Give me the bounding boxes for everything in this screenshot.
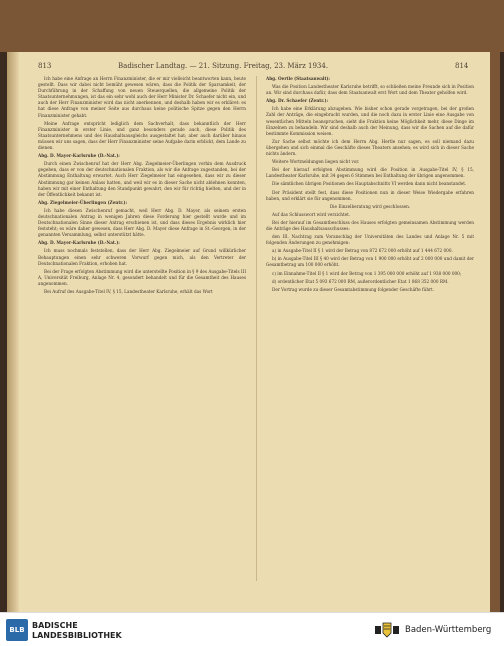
text-paragraph: Die Einzelberatung wird geschlossen. (329, 203, 411, 209)
text-paragraph: a) in Ausgabe-Titel II § 1 wird der Betrag von 872 672 000 erhöht auf 1 444 672 000. (272, 248, 453, 254)
column-divider (256, 76, 257, 581)
text-paragraph: Was die Position Landestheater Karlsruhe betrifft, so schließen meine Freunde sich in Position an. Wir sind durchaus dafür, dass dem Staatsanwalt erst Wort und dem Theater geholfen wird. (266, 84, 474, 96)
speaker-heading: Abg. Oertle (Staatsanwalt): (266, 76, 330, 81)
page-number-left: 813 (38, 62, 52, 70)
text-paragraph: Ich habe eine Anfrage an Herrn Finanzminister, die er mir vielleicht beantworten kann, heute gestellt. Dass wir dabei nicht bemüht gewesen wären, dass die Politik der Sparsamkeit, der Durchführung in der Schaffung von neuen Steuerquellen, die allgemeine Politik der Staatsunternehmungen, ist das ein sehr wohl auch der Herr Minister Dr. Schaefer nicht ein, und auch der Herr Finanzminister wird das nicht anerkennen, und deshalb haben wir es erkläret: es hat diese Anfrage von meiner Seite aus durchaus keine politische Spitze gegen den Herrn Finanzminister gehabt. (38, 76, 246, 118)
text-paragraph: Bei Aufruf des Ausgabe-Titel IV, § 15, Landestheater Karlsruhe, erhält das Wort (44, 289, 213, 294)
viewer-footer (0, 612, 504, 646)
text-paragraph: Ich habe diesen Zwischenruf gemacht, weil Herr Abg. D. Mayer, als seinem ersten deutschnationalen Antrag in wenigen Jahren diese Forderung hier gestellt wurde und im Deutschnationalen Sinne dieser Antrag erschienen ist, und dass dieses Ergebnis wirklich hier feststeht; es wäre daher gewesen, dass Herr Abg. D. Mayer diese Anfrage in St.-Georgen, in der genannten Versammlung, selbst unterstützt hätte. (38, 207, 246, 238)
text-paragraph: Der Präsident stellt fest, dass diese Positionen nun in dieser Weise Wiedergabe erfahren haben, und erklärt sie für angenommen. (266, 189, 474, 201)
text-paragraph: Die sämtlichen übrigen Positionen des Hauptabschnitts VI werden dann nicht beanstandet. (272, 181, 467, 187)
speaker-heading: Abg. D. Mayer-Karlsruhe (D.-Nat.): (38, 240, 120, 246)
blb-name (32, 621, 122, 641)
blb-line-2: LANDESBIBLIOTHEK (32, 631, 122, 640)
page-gutter (7, 52, 19, 612)
blb-logo: BLB (6, 619, 28, 641)
text-paragraph: Bei der hierauf erfolgten Abstimmung wird die Position in Ausgabe-Titel IV, § 15, Landestheater Karlsruhe, mit 34 gegen 6 Stimmen bei Enthaltung der übrigen angenommen. (266, 167, 474, 179)
running-head: Badischer Landtag. — 21. Sitzung. Freitag, 23. März 1934. (118, 62, 329, 70)
text-paragraph: d) ordentlicher Etat 5 093 672 000 RM, außerordentlicher Etat 1 868 352 000 RM. (272, 278, 449, 284)
text-paragraph: Meine Anfrage entspricht lediglich dem Sachverhalt, dass bekanntlich der Herr Finanzminister in erster Linie, und ganz besonders gerade auch, diese Politik des Staatsunternehmens und des Haushaltsausgleichs ausgestaltet hat; aber auch darüber hinaus müssen wir uns sagen, dass der Herr Finanzminister seine Aufgabe darin erblickt, dem Lande zu dienen. (38, 120, 246, 151)
text-paragraph: Ich muss nochmals feststellen, dass der Herr Abg. Ziegelmeier auf Grund willkürlicher Behauptungen einen sehr schweren Vorwurf gegen mich, als den Vertreter der Deutschnationalen Fraktion, erhoben hat. (38, 248, 246, 266)
text-paragraph: Der Vortrag wurde zu dieser Gesamtabstimmung folgender Geschäfte führt. (272, 286, 435, 292)
text-paragraph: Durch einen Zwischenruf hat der Herr Abg. Ziegelmeier-Überlingen vorhin dem Ausdruck gegeben, dass er von der deutschnationalen Fraktion, als wir die Anfrage zugestanden, bei der Abstimmung Enthaltung erwartet. Auch Herr Ziegelmeier hat eingesehen, dass wir zu dieser Abstimmung gar keinen Anlass hatten, und weil wir es in dieser Sache nicht ablehnen konnten, haben wir mit einer Enthaltung den Standpunkt gewahrt, den wir für richtig hielten, und der in der Öffentlichkeit bekannt ist. (38, 161, 246, 197)
speaker-heading: Abg. Ziegelmeier-Überlingen (Zentr.): (38, 199, 128, 205)
text-paragraph: b) in Ausgabe-Titel III § 40 wird der Betrag von 1 900 000 erhöht auf 2 000 000 und damit der Gesamtbetrag um 100 000 erhöht. (266, 256, 474, 268)
text-paragraph: Ich habe eine Erklärung abzugeben. Wie bisher schon gerade vorgetragen, bei der großen Zahl der Anträge, die eingebracht wurden, und die noch dazu in erster Linie eine Ausgabe von wesentlichen Mitteln beanspruchen, sieht die Fraktion keine Möglichkeit mehr, diese Dinge im Einzelnen zu behandeln. Wir sind deshalb auch der Meinung, dass wir die Sachen auf die dafür bestimmte Kommission weisen. (266, 106, 474, 136)
book-cover-edge (490, 52, 500, 612)
page-number-right: 814 (455, 62, 469, 70)
text-paragraph: Zur Sache selbst möchte ich dem Herrn Abg. Hertle nur sagen, es soll niemand dazu übergehen und sich einmal die Geschäfte dieses Theaters ansehen; es wird sich in dieser Sache nichts ändern. (266, 138, 474, 157)
left-text-column (38, 76, 246, 297)
speaker-heading: Abg. Dr. Schaefer (Zentr.): (266, 98, 329, 104)
right-text-column (266, 76, 474, 295)
speaker-heading: Abg. D. Mayer-Karlsruhe (D.-Nat.): (38, 153, 120, 159)
text-paragraph: Auf das Schlusswort wird verzichtet. (272, 211, 351, 217)
text-paragraph: den III. Nachtrag zum Voranschlag der Universitäten des Landes und Anlage Nr. 5 mit folgenden Änderungen zu genehmigen: (266, 234, 474, 246)
bw-name: Baden-Württemberg (405, 625, 492, 635)
book-top-edge (0, 0, 504, 52)
blb-line-1: BADISCHE (32, 621, 78, 630)
text-paragraph: Bei der hierauf im Gesamtbeschluss des Hauses erfolgten gemeinsamen Abstimmung werden die Anträge des Haushaltsausschusses: (266, 219, 474, 231)
text-paragraph: c) im Einnahme-Titel II § 1 wird der Betrag von 1 395 000 000 erhöht auf 1 938 000 000; (272, 270, 462, 276)
baden-wuerttemberg-crest-icon (374, 620, 400, 640)
text-paragraph: Weitere Wortmeldungen liegen nicht vor. (272, 159, 360, 165)
text-paragraph: Bei der Frage erfolgten Abstimmung wird die unterstellte Position in § 9 des Ausgabe-Titels III A, Universität Freiburg, Anlage Nr. 4, gesondert behandelt und für die Gesamtheit des Hauses angenommen. (38, 268, 246, 286)
